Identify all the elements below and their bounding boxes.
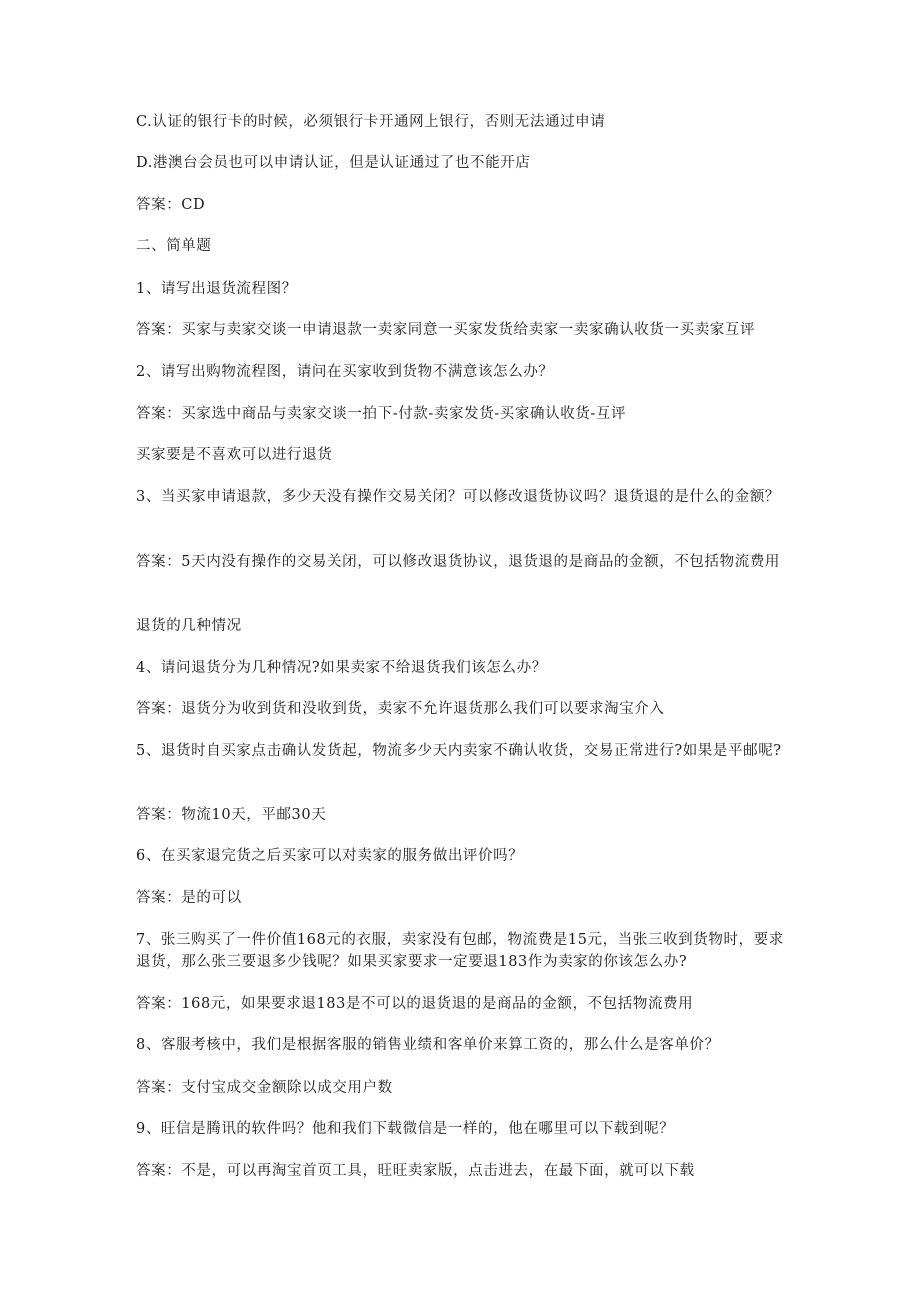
- question-8: 8、客服考核中，我们是根据客服的销售业绩和客单价来算工资的，那么什么是客单价？: [136, 1037, 720, 1053]
- option-c: C.认证的银行卡的时候，必须银行卡开通网上银行，否则无法通过申请: [136, 114, 606, 130]
- answer-1: 答案：买家与卖家交谈一申请退款一卖家同意一买家发货给卖家一卖家确认收货一买卖家互评: [136, 322, 756, 338]
- option-d: D.港澳台会员也可以申请认证，但是认证通过了也不能开店: [136, 155, 531, 171]
- answer-8: 答案：支付宝成交金额除以成交用户数: [136, 1080, 393, 1096]
- question-1: 1、请写出退货流程图？: [136, 281, 297, 297]
- answer-cd: 答案：CD: [136, 197, 206, 213]
- section-heading: 二、简单题: [136, 238, 212, 254]
- question-5: 5、退货时自买家点击确认发货起，物流多少天内卖家不确认收货，交易正常进行?如果是平邮呢?: [136, 743, 782, 759]
- answer-3: 答案：5天内没有操作的交易关闭，可以修改退货协议，退货退的是商品的金额，不包括物流费用: [136, 554, 781, 570]
- subheading-return-cases: 退货的几种情况: [136, 618, 242, 634]
- question-4: 4、请问退货分为几种情况?如果卖家不给退货我们该怎么办？: [136, 660, 547, 676]
- answer-2-note: 买家要是不喜欢可以进行退货: [136, 447, 333, 463]
- question-9: 9、旺信是腾讯的软件吗？他和我们下载微信是一样的，他在哪里可以下载到呢？: [136, 1121, 675, 1137]
- answer-6: 答案：是的可以: [136, 890, 242, 906]
- answer-7: 答案：168元，如果要求退183是不可以的退货退的是商品的金额，不包括物流费用: [136, 996, 694, 1012]
- answer-9: 答案：不是，可以再淘宝首页工具，旺旺卖家版，点击进去，在最下面，就可以下载: [136, 1163, 695, 1179]
- question-7: 7、张三购买了一件价值168元的衣服，卖家没有包邮，物流费是15元，当张三收到货物时，要求退货，那么张三要退多少钱呢？如果买家要求一定要退183作为卖家的你该怎么办?: [136, 932, 784, 970]
- answer-2: 答案：买家选中商品与卖家交谈一拍下-付款-卖家发货-买家确认收货-互评: [136, 406, 627, 422]
- answer-4: 答案：退货分为收到货和没收到货，卖家不允许退货那么我们可以要求淘宝介入: [136, 701, 665, 717]
- answer-5: 答案：物流10天，平邮30天: [136, 807, 327, 823]
- question-2: 2、请写出购物流程图，请问在买家收到货物不满意该怎么办？: [136, 364, 554, 380]
- question-6: 6、在买家退完货之后买家可以对卖家的服务做出评价吗？: [136, 848, 524, 864]
- question-3: 3、当买家申请退款，多少天没有操作交易关闭？可以修改退货协议吗？退货退的是什么的金额？: [136, 489, 781, 505]
